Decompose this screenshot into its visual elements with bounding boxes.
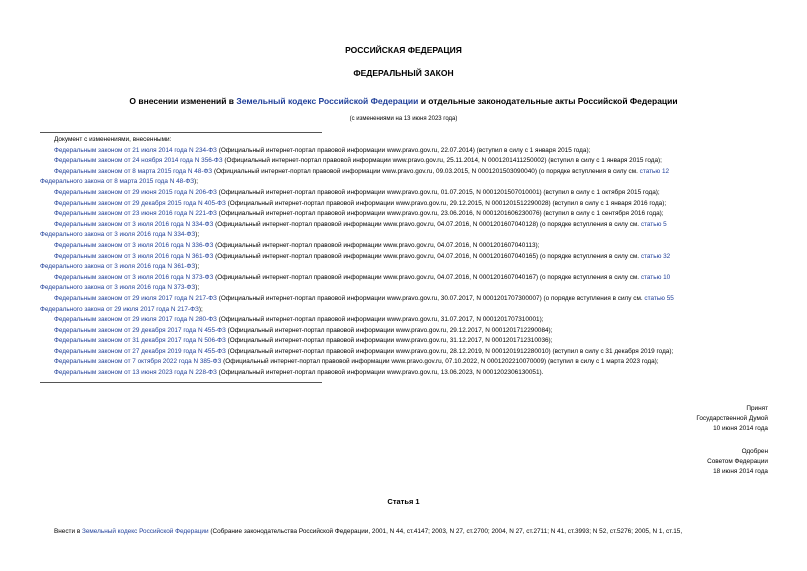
amending-law-link[interactable]: Федеральным законом от 31 декабря 2017 года N 506-ФЗ <box>54 337 226 345</box>
amending-law-link[interactable]: Федеральным законом от 3 июля 2016 года N 336-ФЗ <box>54 241 214 249</box>
amendment-source: (Официальный интернет-портал правовой информации www.pravo.gov.ru, 13.06.2023, N 0001202306130051). <box>216 369 544 377</box>
amendment-source: (Официальный интернет-портал правовой информации www.pravo.gov.ru, 31.07.2017, N 0001201707310001); <box>216 316 544 324</box>
approved-block <box>707 447 768 477</box>
amending-law-link[interactable]: Федеральным законом от 29 декабря 2017 года N 455-ФЗ <box>54 326 226 334</box>
history-list <box>40 146 769 379</box>
history-intro: Документ с изменениями, внесенными: <box>54 136 172 143</box>
land-code-link[interactable]: Земельный кодекс Российской Федерации <box>236 96 419 106</box>
doc-type-heading: ФЕДЕРАЛЬНЫЙ ЗАКОН <box>353 68 454 78</box>
approved-date: 18 июня 2014 года <box>713 468 768 475</box>
amendment-source: (Официальный интернет-портал правовой информации www.pravo.gov.ru, 04.07.2016, N 0001201607040167) (о порядке вступления в силу см. <box>213 273 641 281</box>
history-item <box>40 209 769 220</box>
history-item <box>40 220 769 231</box>
amendment-source: (Официальный интернет-портал правовой информации www.pravo.gov.ru, 01.07.2015, N 0001201507010001) (вступил в силу с 1 октября 2015 года); <box>216 188 660 196</box>
history-item <box>40 241 769 252</box>
article-reference-link[interactable]: статью 55 <box>644 294 674 302</box>
history-item <box>40 315 769 326</box>
document-subtitle: (с изменениями на 13 июня 2023 года) <box>349 116 458 122</box>
history-item-continuation <box>40 177 769 188</box>
amending-law-link[interactable]: Федеральным законом от 3 июля 2016 года N 373-ФЗ <box>54 273 214 281</box>
amendment-source: (Официальный интернет-портал правовой информации www.pravo.gov.ru, 09.03.2015, N 0001201503090040) (о порядке вступления в силу см. <box>212 167 640 175</box>
history-item <box>40 357 769 368</box>
history-top-divider <box>40 132 322 133</box>
history-item <box>40 336 769 347</box>
amendment-source: (Официальный интернет-портал правовой информации www.pravo.gov.ru, 04.07.2016, N 0001201607040113); <box>213 241 540 249</box>
amending-law-reference-link[interactable]: Федерального закона от 3 июля 2016 года N 334-ФЗ <box>40 231 196 239</box>
amending-law-reference-link[interactable]: Федерального закона от 29 июля 2017 года N 217-ФЗ <box>40 305 199 313</box>
amendment-source: (Официальный интернет-портал правовой информации www.pravo.gov.ru, 28.12.2019, N 0001201912280010) (вступил в силу с 31 декабря 2019 года); <box>225 347 674 355</box>
adopted-label: Принят <box>746 405 768 412</box>
history-item-continuation <box>40 283 769 294</box>
history-item <box>40 156 769 167</box>
amending-law-link[interactable]: Федеральным законом от 29 декабря 2015 года N 405-ФЗ <box>54 199 226 207</box>
history-item <box>40 146 769 157</box>
amendment-source: (Официальный интернет-портал правовой информации www.pravo.gov.ru, 04.07.2016, N 0001201607040165) (о порядке вступления в силу см. <box>213 252 641 260</box>
continuation-text: ); <box>195 263 200 271</box>
title-prefix: О внесении изменений в <box>129 96 237 106</box>
approved-body: Советом Федерации <box>707 458 768 465</box>
continuation-text: ); <box>194 178 198 186</box>
history-item <box>40 188 769 199</box>
article-suffix: (Собрание законодательства Российской Федерации, 2001, N 44, ст.4147; 2003, N 27, ст.2700; 2004, N 27, ст.2711; N 41, ст.3993; N 52, ст.5276; 2005, N 1, ст.15, <box>208 528 683 535</box>
adopted-body: Государственной Думой <box>696 415 768 422</box>
history-item <box>40 326 769 337</box>
article-text <box>54 528 770 535</box>
article-heading: Статья 1 <box>387 497 420 506</box>
article-reference-link[interactable]: статью 5 <box>640 220 667 228</box>
amending-law-link[interactable]: Федеральным законом от 3 июля 2016 года N 361-ФЗ <box>54 252 214 260</box>
amendment-source: (Официальный интернет-портал правовой информации www.pravo.gov.ru, 31.12.2017, N 0001201712310036); <box>225 337 553 345</box>
amendment-source: (Официальный интернет-портал правовой информации www.pravo.gov.ru, 29.12.2015, N 0001201512290028) (вступил в силу с 1 января 2016 года); <box>225 199 667 207</box>
amending-law-link[interactable]: Федеральным законом от 29 июля 2017 года N 217-ФЗ <box>54 294 217 302</box>
amending-law-link[interactable]: Федеральным законом от 29 июля 2017 года N 280-ФЗ <box>54 316 217 324</box>
amending-law-link[interactable]: Федеральным законом от 27 декабря 2019 года N 455-ФЗ <box>54 347 226 355</box>
amendment-source: (Официальный интернет-портал правовой информации www.pravo.gov.ru, 22.07.2014) (вступил в силу с 1 января 2015 года); <box>216 146 591 154</box>
history-item <box>40 199 769 210</box>
amending-law-reference-link[interactable]: Федерального закона от 3 июля 2016 года N 373-ФЗ <box>40 284 196 292</box>
amendment-source: (Официальный интернет-портал правовой информации www.pravo.gov.ru, 23.06.2016, N 0001201606230076) (вступил в силу с 1 сентября 2016 года); <box>216 210 664 218</box>
amendment-source: (Официальный интернет-портал правовой информации www.pravo.gov.ru, 25.11.2014, N 0001201411250002) (вступил в силу с 1 января 2015 года); <box>222 157 662 165</box>
amending-law-link[interactable]: Федеральным законом от 7 октября 2022 года N 385-ФЗ <box>54 358 222 366</box>
amendment-source: (Официальный интернет-портал правовой информации www.pravo.gov.ru, 04.07.2016, N 0001201607040128) (о порядке вступления в силу см. <box>213 220 641 228</box>
history-item <box>40 273 769 284</box>
history-item <box>40 167 769 178</box>
amending-law-link[interactable]: Федеральным законом от 8 марта 2015 года N 48-ФЗ <box>54 167 213 175</box>
amending-law-reference-link[interactable]: Федерального закона от 3 июля 2016 года N 361-ФЗ <box>40 263 196 271</box>
continuation-text: ); <box>195 231 200 239</box>
continuation-text: ); <box>198 305 203 313</box>
continuation-text: ); <box>195 284 200 292</box>
history-item <box>40 347 769 358</box>
amendment-source: (Официальный интернет-портал правовой информации www.pravo.gov.ru, 07.10.2022, N 0001202210070009) (вступил в силу с 1 марта 2023 года); <box>221 358 659 366</box>
history-item-continuation <box>40 230 769 241</box>
amending-law-link[interactable]: Федеральным законом от 24 ноября 2014 года N 356-ФЗ <box>54 157 223 165</box>
document-title <box>0 96 807 106</box>
amending-law-link[interactable]: Федеральным законом от 23 июня 2016 года N 221-ФЗ <box>54 210 217 218</box>
country-heading: РОССИЙСКАЯ ФЕДЕРАЦИЯ <box>345 45 462 55</box>
history-item-continuation <box>40 305 769 316</box>
article-reference-link[interactable]: статью 10 <box>640 273 671 281</box>
adopted-block <box>696 404 768 434</box>
amending-law-link[interactable]: Федеральным законом от 13 июня 2023 года N 228-ФЗ <box>54 369 217 377</box>
history-item <box>40 294 769 305</box>
approved-label: Одобрен <box>741 448 768 455</box>
amending-law-reference-link[interactable]: Федерального закона от 8 марта 2015 года N 48-ФЗ <box>40 178 195 186</box>
history-item <box>40 368 769 379</box>
article-reference-link[interactable]: статью 12 <box>639 167 670 175</box>
amendment-source: (Официальный интернет-портал правовой информации www.pravo.gov.ru, 30.07.2017, N 0001201707300007) (о порядке вступления в силу см. <box>216 294 645 302</box>
history-item-continuation <box>40 262 769 273</box>
title-suffix: и отдельные законодательные акты Российской Федерации <box>418 96 678 106</box>
history-bottom-divider <box>40 382 322 383</box>
article-land-code-link[interactable]: Земельный кодекс Российской Федерации <box>81 528 209 535</box>
article-prefix: Внести в <box>54 528 82 535</box>
history-item <box>40 252 769 263</box>
amending-law-link[interactable]: Федеральным законом от 3 июля 2016 года N 334-ФЗ <box>54 220 214 228</box>
amending-law-link[interactable]: Федеральным законом от 29 июня 2015 года N 206-ФЗ <box>54 188 217 196</box>
article-reference-link[interactable]: статью 32 <box>640 252 671 260</box>
amendment-source: (Официальный интернет-портал правовой информации www.pravo.gov.ru, 29.12.2017, N 0001201712290084); <box>225 326 553 334</box>
adopted-date: 10 июня 2014 года <box>713 425 768 432</box>
amending-law-link[interactable]: Федеральным законом от 21 июля 2014 года N 234-ФЗ <box>54 146 217 154</box>
amendment-history <box>40 135 769 379</box>
